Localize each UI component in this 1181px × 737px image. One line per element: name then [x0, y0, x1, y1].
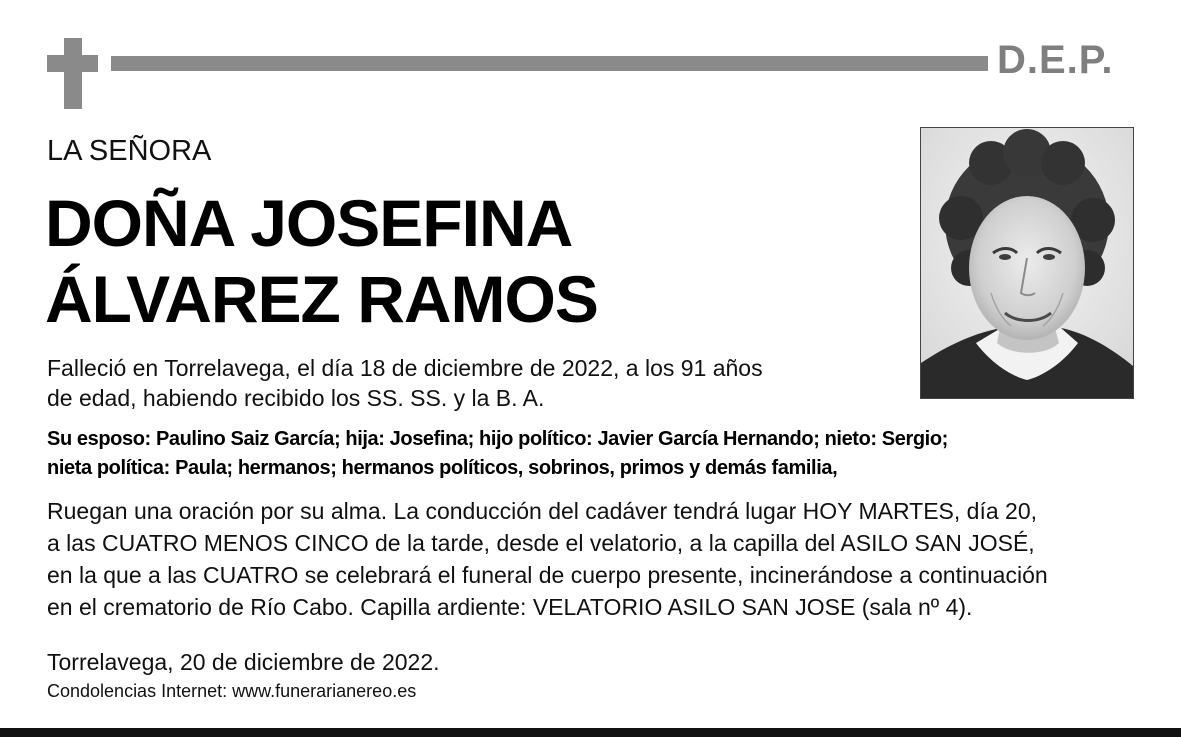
- service-line-1: Ruegan una oración por su alma. La conducción del cadáver tendrá lugar HOY MARTES, día 20,: [47, 498, 1038, 524]
- cross-icon-horizontal: [47, 55, 98, 72]
- service-line-3: en la que a las CUATRO se celebrará el funeral de cuerpo presente, incinerándose a continuación: [47, 562, 1048, 588]
- bottom-rule: [0, 728, 1181, 737]
- death-notice-line-1: Falleció en Torrelavega, el día 18 de diciembre de 2022, a los 91 años: [47, 355, 763, 381]
- death-notice-line-2: de edad, habiendo recibido los SS. SS. y la B. A.: [47, 385, 545, 411]
- intro-label: LA SEÑORA: [47, 135, 212, 167]
- portrait-photo: [920, 127, 1134, 399]
- dep-mark: D.E.P.: [997, 38, 1114, 82]
- cross-icon-vertical: [64, 38, 82, 109]
- deceased-name-line-1: DOÑA JOSEFINA: [45, 186, 573, 260]
- place-date: Torrelavega, 20 de diciembre de 2022.: [47, 649, 440, 675]
- deceased-name-line-2: ÁLVAREZ RAMOS: [45, 262, 598, 336]
- family-line-2: nieta política: Paula; hermanos; hermanos políticos, sobrinos, primos y demás familia,: [47, 457, 838, 479]
- condolences-link[interactable]: Condolencias Internet: www.funerarianereo.es: [47, 681, 417, 701]
- portrait-image: [921, 128, 1133, 398]
- header-rule: [111, 56, 988, 71]
- service-line-4: en el crematorio de Río Cabo. Capilla ardiente: VELATORIO ASILO SAN JOSE (sala nº 4).: [47, 594, 973, 620]
- service-line-2: a las CUATRO MENOS CINCO de la tarde, desde el velatorio, a la capilla del ASILO SAN JOSÉ,: [47, 530, 1035, 556]
- family-line-1: Su esposo: Paulino Saiz García; hija: Josefina; hijo político: Javier García Hernando; nieto: Sergio;: [47, 428, 948, 450]
